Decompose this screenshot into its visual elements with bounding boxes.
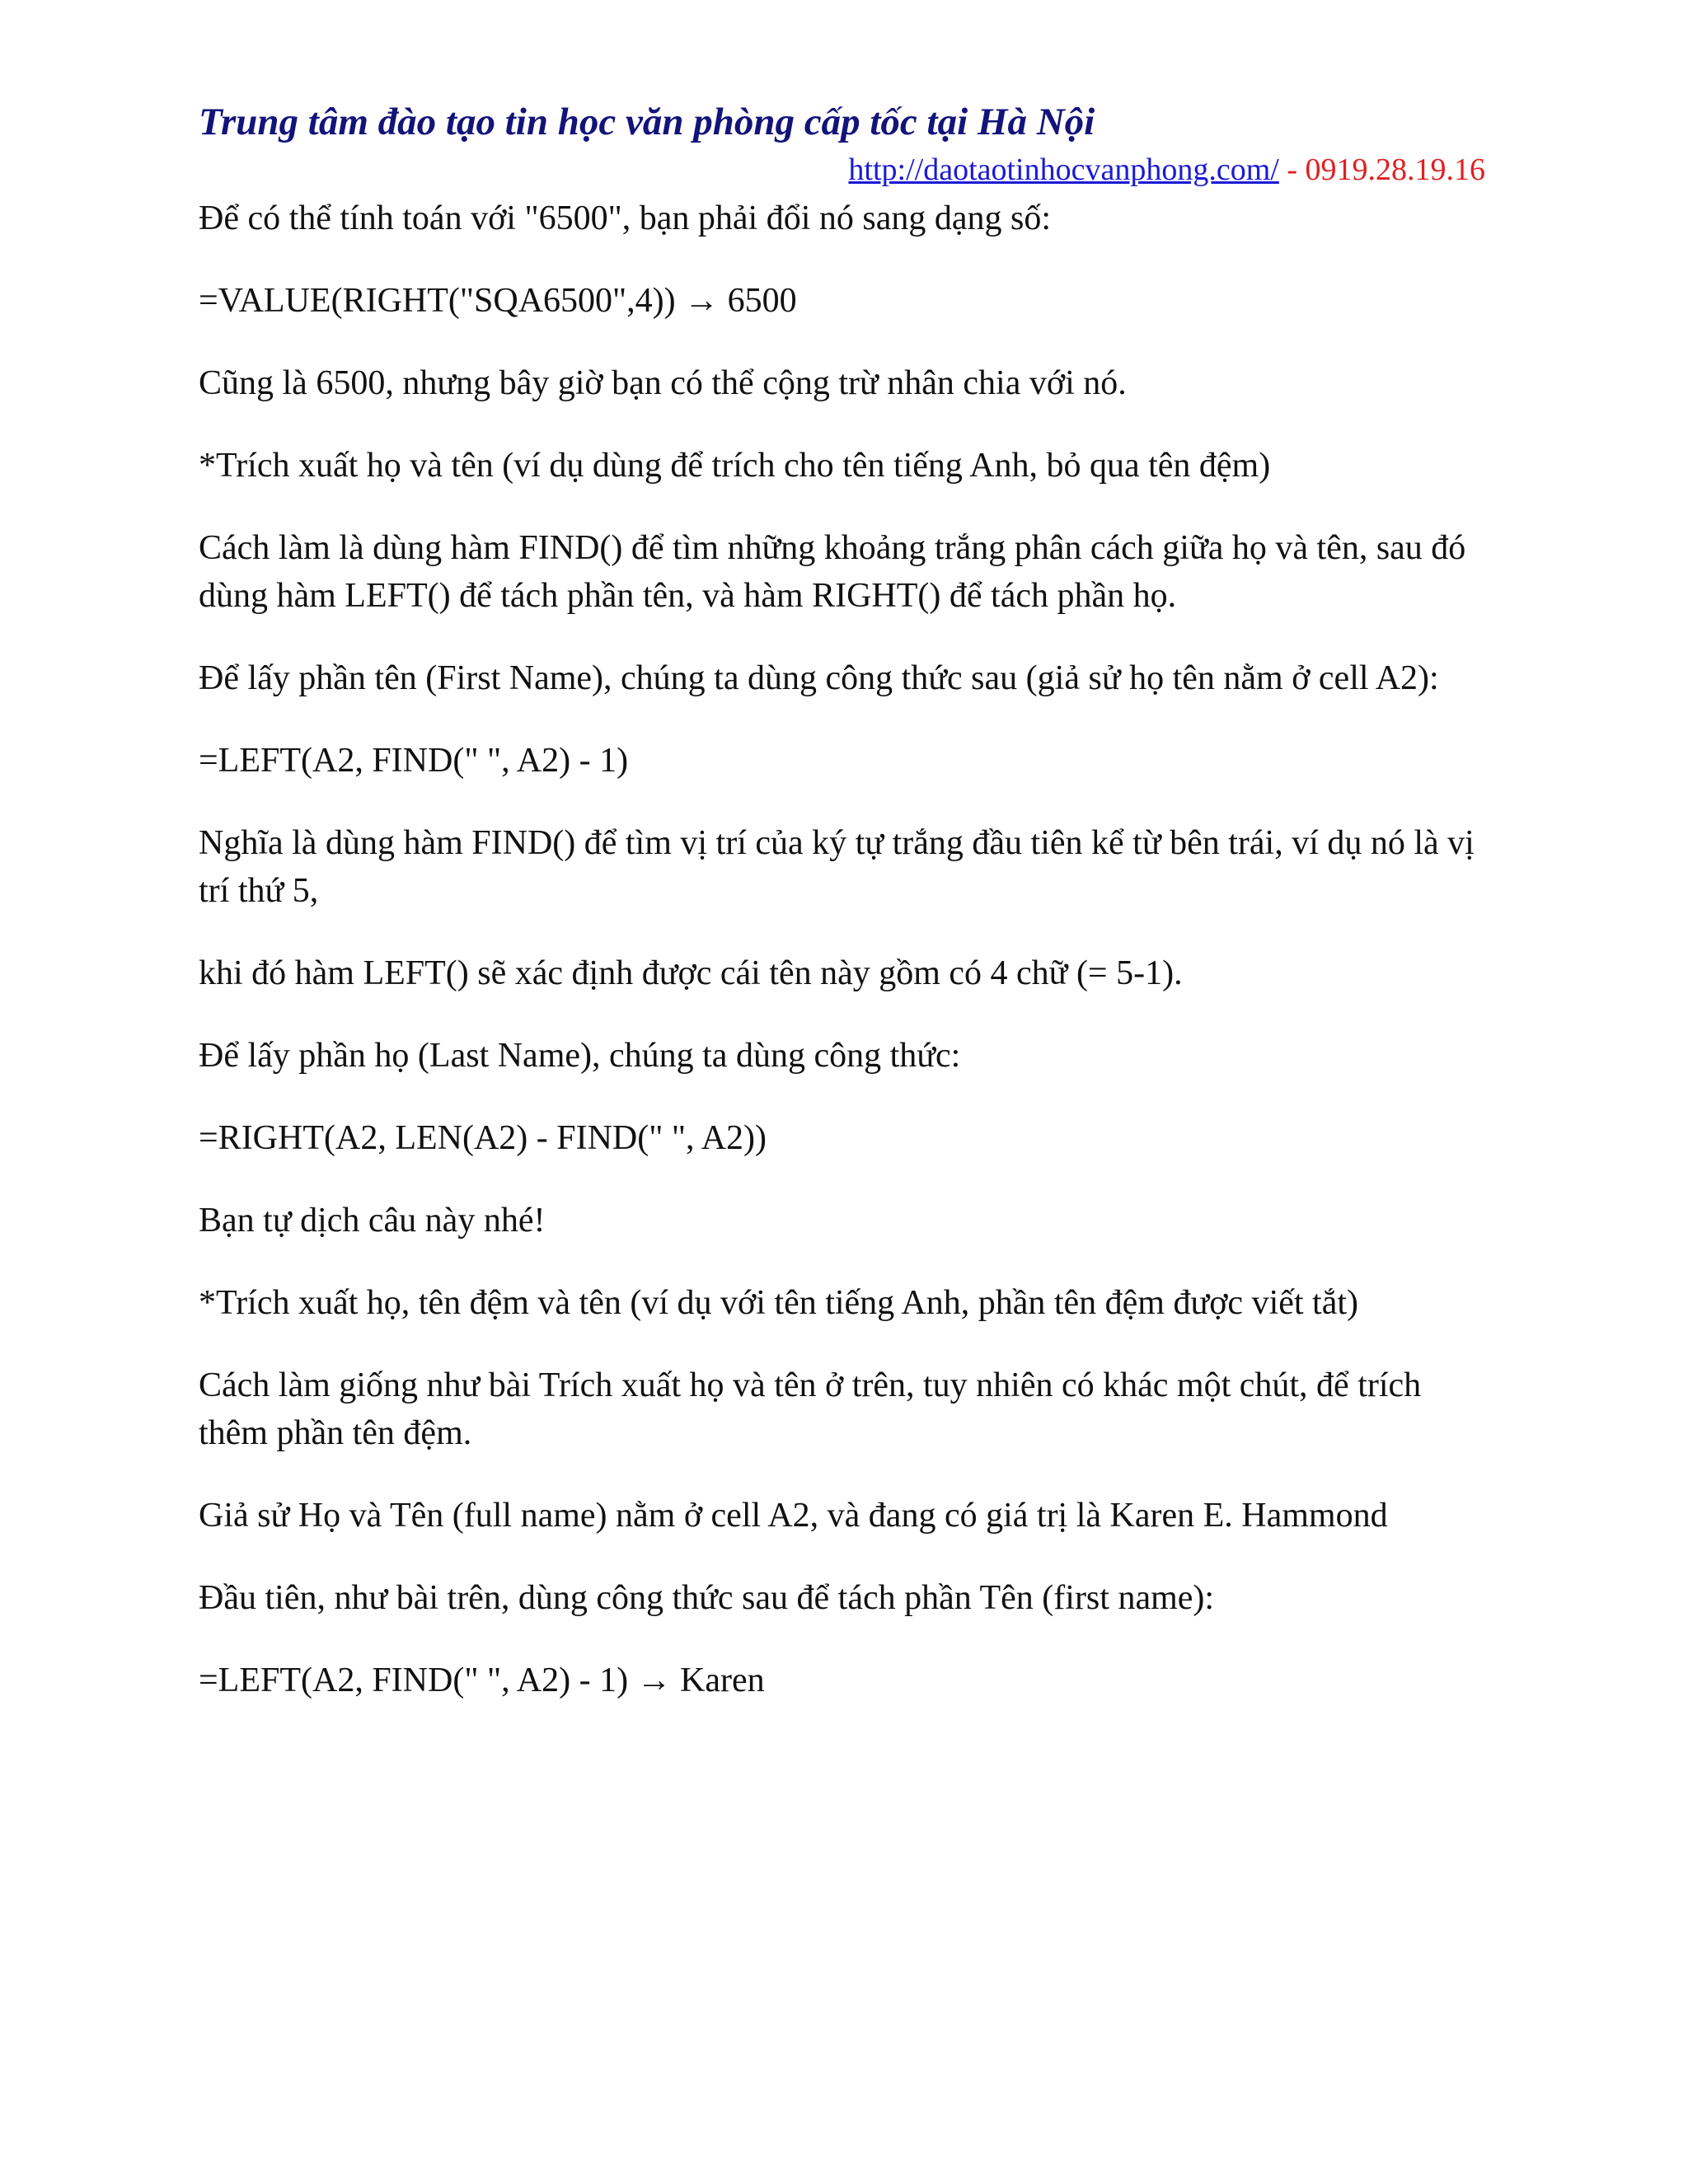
paragraph-first-step: Đầu tiên, như bài trên, dùng công thức sau để tách phần Tên (first name): <box>199 1579 1215 1617</box>
header-title: Trung tâm đào tạo tin học văn phòng cấp tốc tại Hà Nội <box>199 101 1095 143</box>
paragraph-arithmetic: Cũng là 6500, nhưng bây giờ bạn có thể cộng trừ nhân chia với nó. <box>199 364 1127 402</box>
document-body <box>199 194 1493 1739</box>
paragraph-convert-intro: Để có thể tính toán với "6500", bạn phải đổi nó sang dạng số: <box>199 199 1052 237</box>
paragraph-first-name: Để lấy phần tên (First Name), chúng ta dùng công thức sau (giả sử họ tên nằm ở cell A2): <box>199 659 1439 697</box>
paragraph-full-name-example: Giả sử Họ và Tên (full name) nằm ở cell A2, và đang có giá trị là Karen E. Hammond <box>199 1497 1388 1535</box>
paragraph-method-middle: Cách làm giống như bài Trích xuất họ và tên ở trên, tuy nhiên có khác một chút, để trích thêm phần tên đệm. <box>199 1366 1422 1452</box>
formula-left-find-karen: =LEFT(A2, FIND(" ", A2) - 1) → Karen <box>199 1661 765 1699</box>
header-separator: - <box>1278 152 1306 187</box>
formula-value-right: =VALUE(RIGHT("SQA6500",4)) → 6500 <box>199 282 797 320</box>
paragraph-method: Cách làm là dùng hàm FIND() để tìm những khoảng trắng phân cách giữa họ và tên, sau đó dùng hàm LEFT() để tách phần tên, và hàm RIGHT() để tách phần họ. <box>199 529 1466 615</box>
paragraph-translate: Bạn tự dịch câu này nhé! <box>199 1202 546 1240</box>
website-link[interactable]: http://daotaotinhocvanphong.com/ <box>848 152 1279 187</box>
phone-number: 0919.28.19.16 <box>1305 152 1485 187</box>
section-heading-first-last: *Trích xuất họ và tên (ví dụ dùng để trích cho tên tiếng Anh, bỏ qua tên đệm) <box>199 447 1271 485</box>
paragraph-last-name: Để lấy phần họ (Last Name), chúng ta dùng công thức: <box>199 1037 961 1075</box>
paragraph-left-explain: khi đó hàm LEFT() sẽ xác định được cái tên này gồm có 4 chữ (= 5-1). <box>199 954 1183 992</box>
formula-right-len-find: =RIGHT(A2, LEN(A2) - FIND(" ", A2)) <box>199 1119 767 1157</box>
paragraph-find-explain: Nghĩa là dùng hàm FIND() để tìm vị trí của ký tự trắng đầu tiên kể từ bên trái, ví dụ nó là vị trí thứ 5, <box>199 824 1475 910</box>
formula-left-find: =LEFT(A2, FIND(" ", A2) - 1) <box>199 742 629 780</box>
section-heading-middle-name: *Trích xuất họ, tên đệm và tên (ví dụ với tên tiếng Anh, phần tên đệm được viết tắt) <box>199 1284 1359 1322</box>
header-contact <box>848 150 1485 190</box>
